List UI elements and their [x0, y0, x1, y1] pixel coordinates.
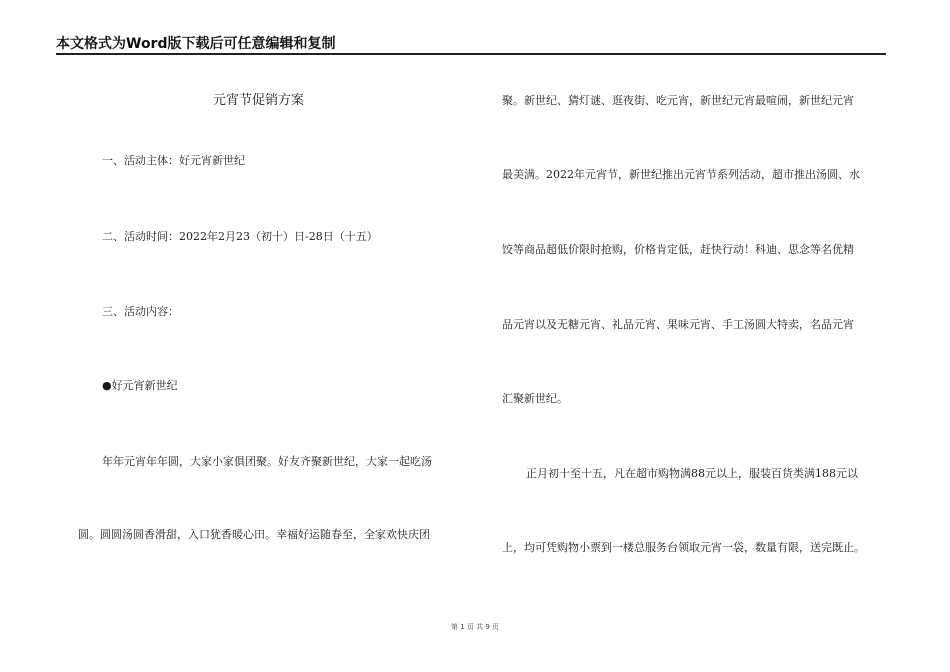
document-title: 元宵节促销方案: [213, 93, 305, 108]
right-paragraph-line: 上，均可凭购物小票到一楼总服务台领取元宵一袋，数量有限，送完既止。: [502, 541, 865, 554]
page-number-footer: 第 1 页 共 9 页: [450, 623, 500, 631]
right-paragraph-line: 最美满。2022年元宵节，新世纪推出元宵节系列活动，超市推出汤圆、水: [502, 168, 860, 181]
left-paragraph-line: 年年元宵年年圆，大家小家俱团聚。好友齐聚新世纪，大家一起吃汤: [102, 455, 432, 468]
right-paragraph-line: 聚。新世纪、猜灯谜、逛夜街、吃元宵，新世纪元宵最喧闹，新世纪元宵: [502, 94, 854, 107]
right-paragraph-line: 饺等商品超低价限时抢购，价格肯定低，赶快行动！科迪、思念等名优精: [502, 243, 854, 256]
right-paragraph-line: 品元宵以及无糖元宵、礼品元宵、果味元宵、手工汤圆大特卖，名品元宵: [502, 318, 854, 331]
left-paragraph-line: 圆。圆圆汤圆香滑甜，入口犹香暖心田。幸福好运随春至，全家欢快庆团: [78, 528, 430, 541]
header-divider: [56, 53, 886, 55]
left-paragraph-line: 三、活动内容：: [102, 305, 179, 318]
left-paragraph-line: ●好元宵新世纪: [102, 379, 178, 392]
document-header-banner: 本文格式为Word版下载后可任意编辑和复制: [56, 36, 336, 52]
right-paragraph-line: 正月初十至十五，凡在超市购物满88元以上，服装百货类满188元以: [526, 467, 858, 480]
left-paragraph-line: 一、活动主体：好元宵新世纪: [102, 154, 245, 167]
left-paragraph-line: 二、活动时间：2022年2月23（初十）日-28日（十五）: [102, 230, 378, 243]
right-paragraph-line: 汇聚新世纪。: [502, 392, 568, 405]
